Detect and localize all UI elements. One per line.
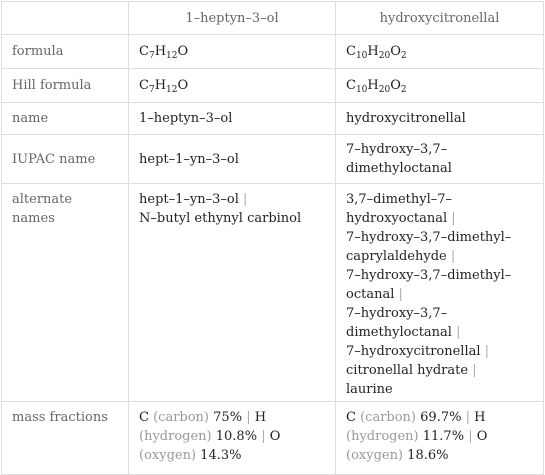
text: hept–1–yn–3–ol <box>139 192 243 207</box>
text: H <box>367 78 379 93</box>
text: caprylaldehyde <box>346 249 451 264</box>
text: 14.3% <box>196 448 242 463</box>
text: O <box>177 44 189 59</box>
separator: | <box>456 325 461 340</box>
comparison-table <box>1 1 544 475</box>
subscript: 12 <box>166 51 178 61</box>
hill-formula-hydroxycitronellal <box>336 69 544 103</box>
text: 69.7% <box>416 410 466 425</box>
text: octanal <box>346 287 399 302</box>
cell-line <box>346 228 533 247</box>
separator: | <box>243 192 248 207</box>
text: hydroxyoctanal <box>346 211 452 226</box>
separator: | <box>246 410 251 425</box>
text: 75% <box>209 410 247 425</box>
cell-line <box>139 427 325 446</box>
text: O <box>390 78 401 93</box>
text: 7–hydroxycitronellal <box>346 344 485 359</box>
separator: | <box>472 363 477 378</box>
cell-line <box>139 209 325 228</box>
iupac-name-label: IUPAC name <box>2 135 129 184</box>
formula-label: formula <box>2 35 129 69</box>
subscript: 2 <box>400 85 407 95</box>
column-header-hydroxycitronellal: hydroxycitronellal <box>336 2 544 35</box>
text: O <box>472 429 488 444</box>
text: H <box>250 410 267 425</box>
cell-line <box>346 209 533 228</box>
text: C <box>346 78 356 93</box>
subscript: 10 <box>355 51 368 61</box>
text: H <box>367 44 379 59</box>
text: C <box>139 44 149 59</box>
subscript: 2 <box>400 51 407 61</box>
element-name: (hydrogen) <box>346 429 419 444</box>
formula-hydroxycitronellal <box>336 35 544 69</box>
name-row <box>2 103 544 135</box>
cell-line <box>346 247 533 266</box>
mass-fractions-row <box>2 402 544 475</box>
cell-line <box>346 408 533 427</box>
cell-line <box>346 266 533 285</box>
hill-formula-heptynol <box>129 69 336 103</box>
cell-line <box>139 408 325 427</box>
mass-fractions-hydroxycitronellal <box>336 402 544 475</box>
alternate-names-heptynol <box>129 184 336 402</box>
text: O <box>265 429 281 444</box>
cell-line <box>346 446 533 465</box>
text: 7–hydroxy–3,7– <box>346 306 448 321</box>
subscript: 20 <box>378 85 391 95</box>
hill-formula-row <box>2 69 544 103</box>
iupac-line: dimethyloctanal <box>346 161 452 176</box>
text: N–butyl ethynyl carbinol <box>139 211 302 226</box>
iupac-name-row <box>2 135 544 184</box>
alternate-names-label: alternate names <box>2 184 129 402</box>
mass-fractions-heptynol <box>129 402 336 475</box>
name-hydroxycitronellal: hydroxycitronellal <box>336 103 544 135</box>
text: C <box>139 78 149 93</box>
separator: | <box>261 429 266 444</box>
subscript: 7 <box>148 85 155 95</box>
corner-cell <box>2 2 129 35</box>
text: 7–hydroxy–3,7–dimethyl– <box>346 230 512 245</box>
text: 10.8% <box>211 429 262 444</box>
name-heptynol: 1–heptyn–3–ol <box>129 103 336 135</box>
cell-line <box>139 190 325 209</box>
cell-line <box>346 190 533 209</box>
cell-line <box>346 380 533 399</box>
cell-line <box>346 342 533 361</box>
cell-line <box>139 446 325 465</box>
element-name: (carbon) <box>153 410 210 425</box>
text: 3,7–dimethyl–7– <box>346 192 453 207</box>
text: laurine <box>346 382 393 397</box>
formula-row <box>2 35 544 69</box>
iupac-name-heptynol: hept–1–yn–3–ol <box>129 135 336 184</box>
text: H <box>154 44 167 59</box>
separator: | <box>451 211 456 226</box>
text: 7–hydroxy–3,7–dimethyl– <box>346 268 512 283</box>
separator: | <box>484 344 490 359</box>
subscript: 12 <box>166 85 178 95</box>
subscript: 10 <box>355 85 368 95</box>
text: 18.6% <box>403 448 449 463</box>
subscript: 7 <box>148 51 155 61</box>
formula-heptynol <box>129 35 336 69</box>
cell-line <box>346 323 533 342</box>
iupac-line: 7–hydroxy–3,7– <box>346 142 448 157</box>
cell-line <box>346 304 533 323</box>
column-header-heptynol: 1–heptyn–3–ol <box>129 2 336 35</box>
separator: | <box>465 410 470 425</box>
text: 11.7% <box>418 429 469 444</box>
text: dimethyloctanal <box>346 325 457 340</box>
hill-formula-label: Hill formula <box>2 69 129 103</box>
text: citronellal hydrate <box>346 363 473 378</box>
separator: | <box>468 429 473 444</box>
separator: | <box>398 287 403 302</box>
separator: | <box>450 249 456 264</box>
subscript: 20 <box>378 51 391 61</box>
header-row <box>2 2 544 35</box>
cell-line <box>346 361 533 380</box>
alternate-names-hydroxycitronellal <box>336 184 544 402</box>
cell-line <box>346 427 533 446</box>
text: O <box>390 44 401 59</box>
text: C <box>346 44 356 59</box>
element-name: (carbon) <box>360 410 417 425</box>
text: O <box>177 78 189 93</box>
iupac-name-hydroxycitronellal <box>336 135 544 184</box>
element-name: (oxygen) <box>346 448 404 463</box>
alternate-names-row <box>2 184 544 402</box>
element-name: (hydrogen) <box>139 429 212 444</box>
cell-line <box>346 285 533 304</box>
name-label: name <box>2 103 129 135</box>
text: C <box>346 410 361 425</box>
text: H <box>154 78 167 93</box>
mass-fractions-label: mass fractions <box>2 402 129 475</box>
text: H <box>469 410 486 425</box>
element-name: (oxygen) <box>139 448 197 463</box>
text: C <box>139 410 154 425</box>
